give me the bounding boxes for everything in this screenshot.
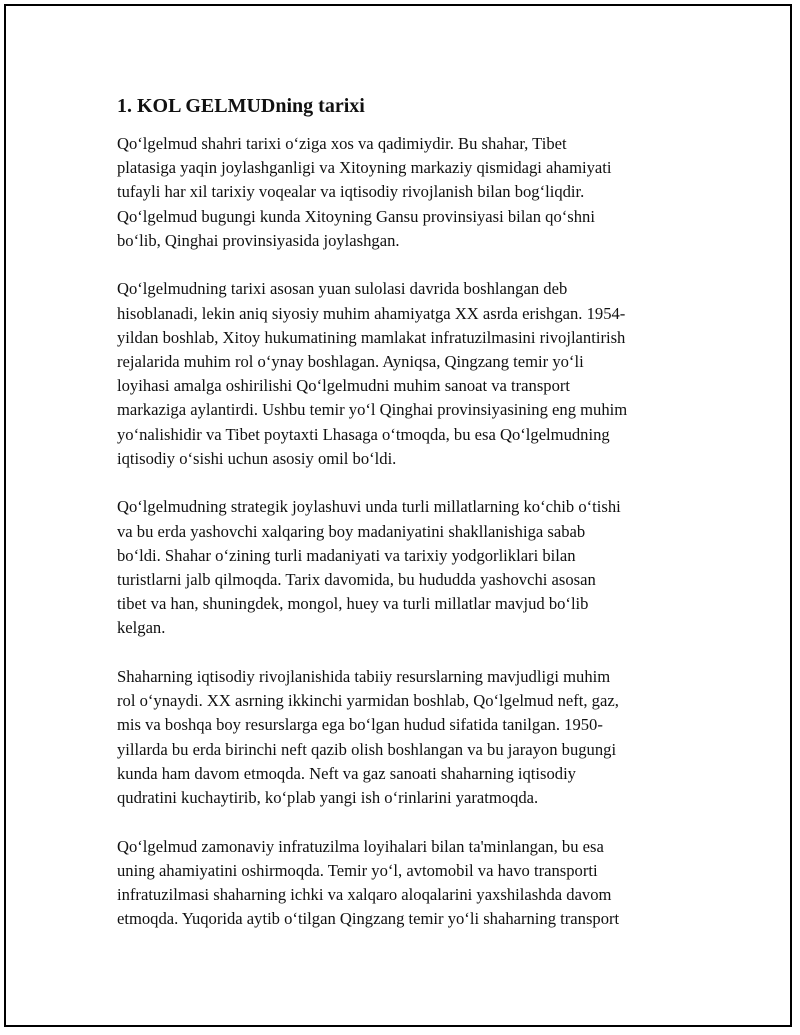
text-line: platasiga yaqin joylashganligi va Xitoyning markaziy qismidagi ahamiyati [117, 158, 612, 178]
paragraph-list [117, 132, 683, 931]
text-line: Qo‘lgelmudning tarixi asosan yuan sulolasi davrida boshlangan deb [117, 279, 568, 299]
text-line: loyihasi amalga oshirilishi Qo‘lgelmudni muhim sanoat va transport [117, 376, 571, 396]
text-line: rol o‘ynaydi. XX asrning ikkinchi yarmidan boshlab, Qo‘lgelmud neft, gaz, [117, 691, 619, 711]
paragraph [117, 495, 683, 640]
text-line: yildan boshlab, Xitoy hukumatining mamlakat infratuzilmasini rivojlantirish [117, 327, 626, 347]
text-line: yo‘nalishidir va Tibet poytaxti Lhasaga o‘tmoqda, bu esa Qo‘lgelmudning [117, 424, 610, 444]
paragraph [117, 835, 683, 932]
text-line: markaziga aylantirdi. Ushbu temir yo‘l Qinghai provinsiyasining eng muhim [117, 400, 628, 420]
text-line: uning ahamiyatini oshirmoqda. Temir yo‘l, avtomobil va havo transporti [117, 860, 598, 880]
text-line: Qo‘lgelmud shahri tarixi o‘ziga xos va qadimiydir. Bu shahar, Tibet [117, 134, 567, 153]
text-line: bo‘lib, Qinghai provinsiyasida joylashgan. [117, 230, 400, 250]
text-line: yillarda bu erda birinchi neft qazib olish boshlangan va bu jarayon bugungi [117, 739, 617, 759]
text-line: rejalarida muhim rol o‘ynay boshlagan. Ayniqsa, Qingzang temir yo‘li [117, 352, 584, 372]
text-line: mis va boshqa boy resurslarga ega bo‘lgan hudud sifatida tanilgan. 1950- [117, 715, 603, 735]
document-body [117, 94, 683, 956]
text-line: Qo‘lgelmud zamonaviy infratuzilma loyihalari bilan ta'minlangan, bu esa [117, 836, 604, 856]
paragraph [117, 277, 683, 471]
text-line: Shaharning iqtisodiy rivojlanishida tabiiy resurslarning mavjudligi muhim [117, 667, 611, 687]
text-line: turistlarni jalb qilmoqda. Tarix davomida, bu hududda yashovchi asosan [117, 570, 596, 590]
text-line: tibet va han, shuningdek, mongol, huey va turli millatlar mavjud bo‘lib [117, 594, 589, 614]
paragraph [117, 132, 683, 253]
text-line: kelgan. [117, 618, 166, 638]
text-line: iqtisodiy o‘sishi uchun asosiy omil bo‘ldi. [117, 448, 397, 468]
text-line: va bu erda yashovchi xalqaring boy madaniyatini shakllanishiga sabab [117, 521, 586, 541]
paragraph [117, 665, 683, 810]
text-line: kunda ham davom etmoqda. Neft va gaz sanoati shaharning iqtisodiy [117, 763, 576, 783]
text-line: etmoqda. Yuqorida aytib o‘tilgan Qingzang temir yo‘li shaharning transport [117, 909, 620, 929]
text-line: Qo‘lgelmud bugungi kunda Xitoyning Gansu provinsiyasi bilan qo‘shni [117, 206, 595, 226]
text-line: qudratini kuchaytirib, ko‘plab yangi ish o‘rinlarini yaratmoqda. [117, 788, 539, 808]
text-line: tufayli har xil tarixiy voqealar va iqtisodiy rivojlanish bilan bog‘liqdir. [117, 182, 585, 202]
text-line: hisoblanadi, lekin aniq siyosiy muhim ahamiyatga XX asrda erishgan. 1954- [117, 303, 626, 323]
text-line: Qo‘lgelmudning strategik joylashuvi unda turli millatlarning ko‘chib o‘tishi [117, 497, 621, 517]
section-heading: 1. KOL GELMUDning tarixi [117, 95, 365, 117]
text-line: infratuzilmasi shaharning ichki va xalqaro aloqalarini yaxshilashda davom [117, 885, 612, 905]
text-line: bo‘ldi. Shahar o‘zining turli madaniyati va tarixiy yodgorliklari bilan [117, 545, 576, 565]
